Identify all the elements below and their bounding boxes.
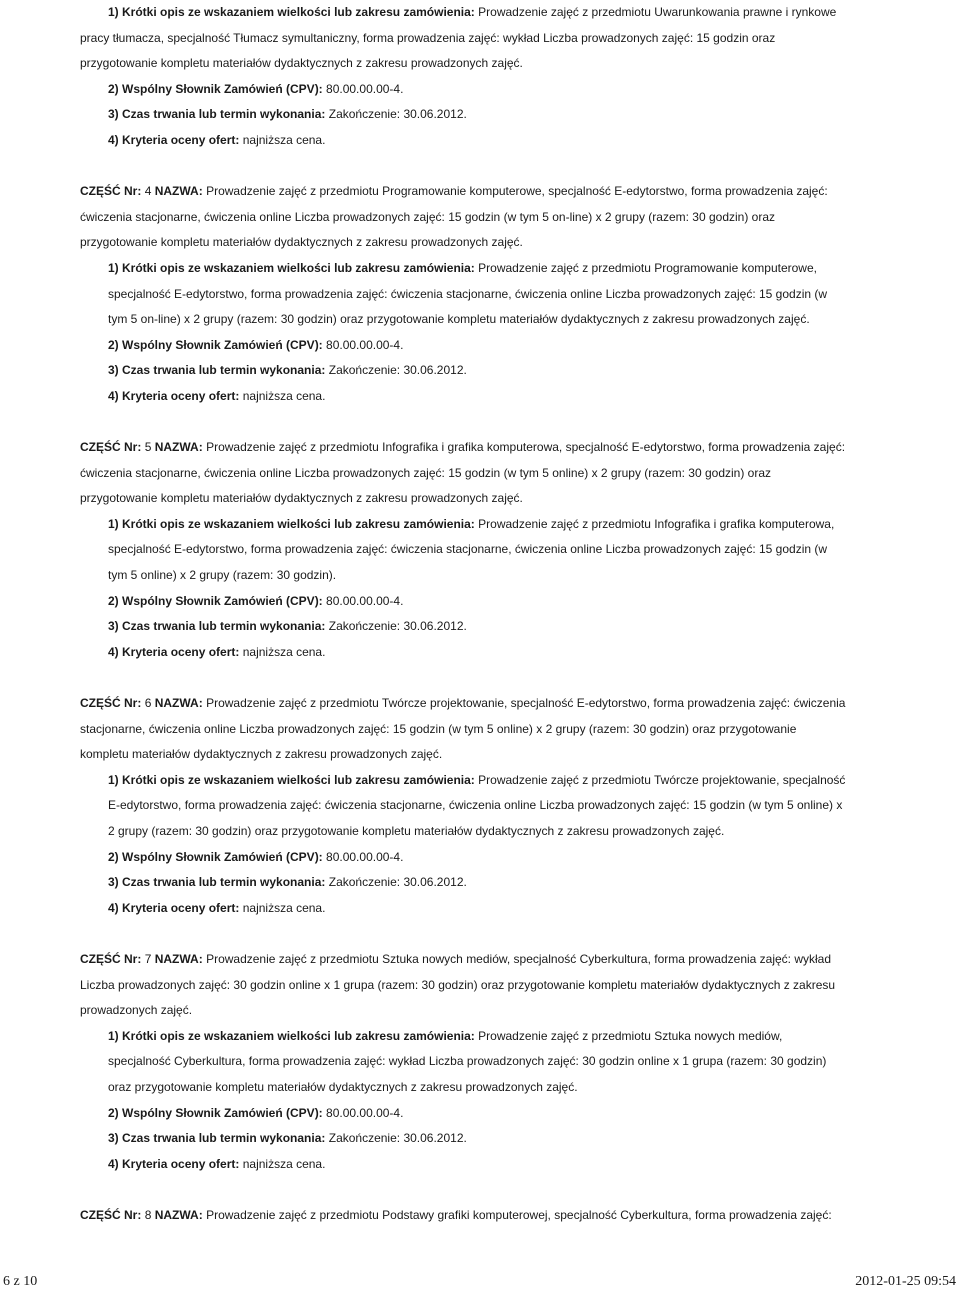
part-block-7 [80, 947, 910, 1177]
part-title-line1: CZĘŚĆ Nr: 6 NAZWA: Prowadzenie zajęć z przedmiotu Twórcze projektowanie, specjalność E-edytorstwo, forma prowadzenia zajęć: ćwiczenia [80, 696, 846, 711]
part-block-8 [80, 1203, 910, 1229]
intro-desc-line1: 1) Krótki opis ze wskazaniem wielkości lub zakresu zamówienia: Prowadzenie zajęć z przedmiotu Uwarunkowania prawne i rynkowe [108, 5, 837, 19]
part-title-line1: CZĘŚĆ Nr: 5 NAZWA: Prowadzenie zajęć z przedmiotu Infografika i grafika komputerowa, specjalność E-edytorstwo, forma prowadzenia zajęć: [80, 440, 846, 455]
part-title-line1: CZĘŚĆ Nr: 4 NAZWA: Prowadzenie zajęć z przedmiotu Programowanie komputerowe, specjalność E-edytorstwo, forma prowadzenia zajęć: [80, 184, 828, 199]
intro-cpv: 2) Wspólny Słownik Zamówień (CPV): 80.00.00.00-4. [108, 81, 404, 96]
part-desc-line2: specjalność Cyberkultura, forma prowadzenia zajęć: wykład Liczba prowadzonych zajęć: 30 godzin online x 1 grupa (razem: 30 godzin) [108, 1054, 827, 1069]
part-block-5 [80, 435, 910, 665]
intro-desc-line3: przygotowanie kompletu materiałów dydaktycznych z zakresu prowadzonych zajęć. [80, 56, 523, 71]
part-term: 3) Czas trwania lub termin wykonania: Zakończenie: 30.06.2012. [108, 875, 467, 890]
part-cpv: 2) Wspólny Słownik Zamówień (CPV): 80.00.00.00-4. [108, 849, 404, 864]
part-desc-line1: 1) Krótki opis ze wskazaniem wielkości lub zakresu zamówienia: Prowadzenie zajęć z przedmiotu Infografika i grafika komputerowa, [108, 516, 835, 531]
part-cpv: 2) Wspólny Słownik Zamówień (CPV): 80.00.00.00-4. [108, 593, 404, 608]
intro-block [80, 0, 910, 154]
part-desc-line3: tym 5 online) x 2 grupy (razem: 30 godzin). [108, 568, 337, 583]
part-title-line3: prowadzonych zajęć. [80, 1003, 193, 1018]
part-title-line3: kompletu materiałów dydaktycznych z zakresu prowadzonych zajęć. [80, 747, 443, 762]
part-cpv: 2) Wspólny Słownik Zamówień (CPV): 80.00.00.00-4. [108, 337, 404, 352]
part-desc-line1: 1) Krótki opis ze wskazaniem wielkości lub zakresu zamówienia: Prowadzenie zajęć z przedmiotu Programowanie komputerowe, [108, 260, 817, 275]
part-desc-line3: 2 grupy (razem: 30 godzin) oraz przygotowanie kompletu materiałów dydaktycznych z zakresu prowadzonych zajęć. [108, 824, 725, 838]
part-term: 3) Czas trwania lub termin wykonania: Zakończenie: 30.06.2012. [108, 619, 467, 634]
part-desc-line3: oraz przygotowanie kompletu materiałów dydaktycznych z zakresu prowadzonych zajęć. [108, 1079, 578, 1094]
part-title-line1: CZĘŚĆ Nr: 7 NAZWA: Prowadzenie zajęć z przedmiotu Sztuka nowych mediów, specjalność Cyberkultura, forma prowadzenia zajęć: wykład [80, 951, 832, 966]
part-desc-line3: tym 5 on-line) x 2 grupy (razem: 30 godzin) oraz przygotowanie kompletu materiałów dydaktycznych z zakresu prowadzonych zajęć. [108, 312, 810, 327]
part-title-line2: ćwiczenia stacjonarne, ćwiczenia online Liczba prowadzonych zajęć: 15 godzin (w tym 5 online) x 2 grupy (razem: 30 godzin) oraz [80, 465, 772, 480]
part-criteria: 4) Kryteria oceny ofert: najniższa cena. [108, 388, 326, 403]
part-title-line3: przygotowanie kompletu materiałów dydaktycznych z zakresu prowadzonych zajęć. [80, 491, 523, 506]
part-title-line3: przygotowanie kompletu materiałów dydaktycznych z zakresu prowadzonych zajęć. [80, 235, 523, 250]
part-desc-line2: specjalność E-edytorstwo, forma prowadzenia zajęć: ćwiczenia stacjonarne, ćwiczenia online Liczba prowadzonych zajęć: 15 godzin (w [108, 542, 828, 557]
part-term: 3) Czas trwania lub termin wykonania: Zakończenie: 30.06.2012. [108, 363, 467, 378]
document-body [80, 0, 910, 1229]
part-criteria: 4) Kryteria oceny ofert: najniższa cena. [108, 644, 326, 659]
part-cpv: 2) Wspólny Słownik Zamówień (CPV): 80.00.00.00-4. [108, 1105, 404, 1120]
part-title-line2: ćwiczenia stacjonarne, ćwiczenia online Liczba prowadzonych zajęć: 15 godzin (w tym 5 on-line) x 2 grupy (razem: 30 godzin) oraz [80, 209, 776, 224]
part-title-line1: CZĘŚĆ Nr: 8 NAZWA: Prowadzenie zajęć z przedmiotu Podstawy grafiki komputerowej, specjalność Cyberkultura, forma prowadzenia zajęć: [80, 1207, 832, 1222]
page-number: 6 z 10 [3, 1274, 38, 1289]
intro-desc-line2: pracy tłumacza, specjalność Tłumacz symultaniczny, forma prowadzenia zajęć: wykład Liczba prowadzonych zajęć: 15 godzin oraz [80, 30, 776, 45]
print-datetime: 2012-01-25 09:54 [855, 1274, 956, 1289]
part-title-line2: stacjonarne, ćwiczenia online Liczba prowadzonych zajęć: 15 godzin (w tym 5 online) x 2 grupy (razem: 30 godzin) oraz przygotowanie [80, 721, 797, 736]
part-title-line2: Liczba prowadzonych zajęć: 30 godzin online x 1 grupa (razem: 30 godzin) oraz przygotowanie kompletu materiałów dydaktycznych z zakresu [80, 977, 836, 992]
part-term: 3) Czas trwania lub termin wykonania: Zakończenie: 30.06.2012. [108, 1131, 467, 1146]
part-criteria: 4) Kryteria oceny ofert: najniższa cena. [108, 900, 326, 915]
intro-criteria: 4) Kryteria oceny ofert: najniższa cena. [108, 132, 326, 147]
part-criteria: 4) Kryteria oceny ofert: najniższa cena. [108, 1156, 326, 1171]
part-block-6 [80, 691, 910, 921]
intro-term: 3) Czas trwania lub termin wykonania: Zakończenie: 30.06.2012. [108, 107, 467, 122]
part-desc-line2: specjalność E-edytorstwo, forma prowadzenia zajęć: ćwiczenia stacjonarne, ćwiczenia online Liczba prowadzonych zajęć: 15 godzin (w [108, 286, 828, 301]
part-desc-line2: E-edytorstwo, forma prowadzenia zajęć: ćwiczenia stacjonarne, ćwiczenia online Liczba prowadzonych zajęć: 15 godzin (w tym 5 online) x [108, 798, 843, 813]
part-desc-line1: 1) Krótki opis ze wskazaniem wielkości lub zakresu zamówienia: Prowadzenie zajęć z przedmiotu Twórcze projektowanie, specjalność [108, 772, 846, 787]
part-desc-line1: 1) Krótki opis ze wskazaniem wielkości lub zakresu zamówienia: Prowadzenie zajęć z przedmiotu Sztuka nowych mediów, [108, 1028, 783, 1043]
part-block-4 [80, 179, 910, 409]
